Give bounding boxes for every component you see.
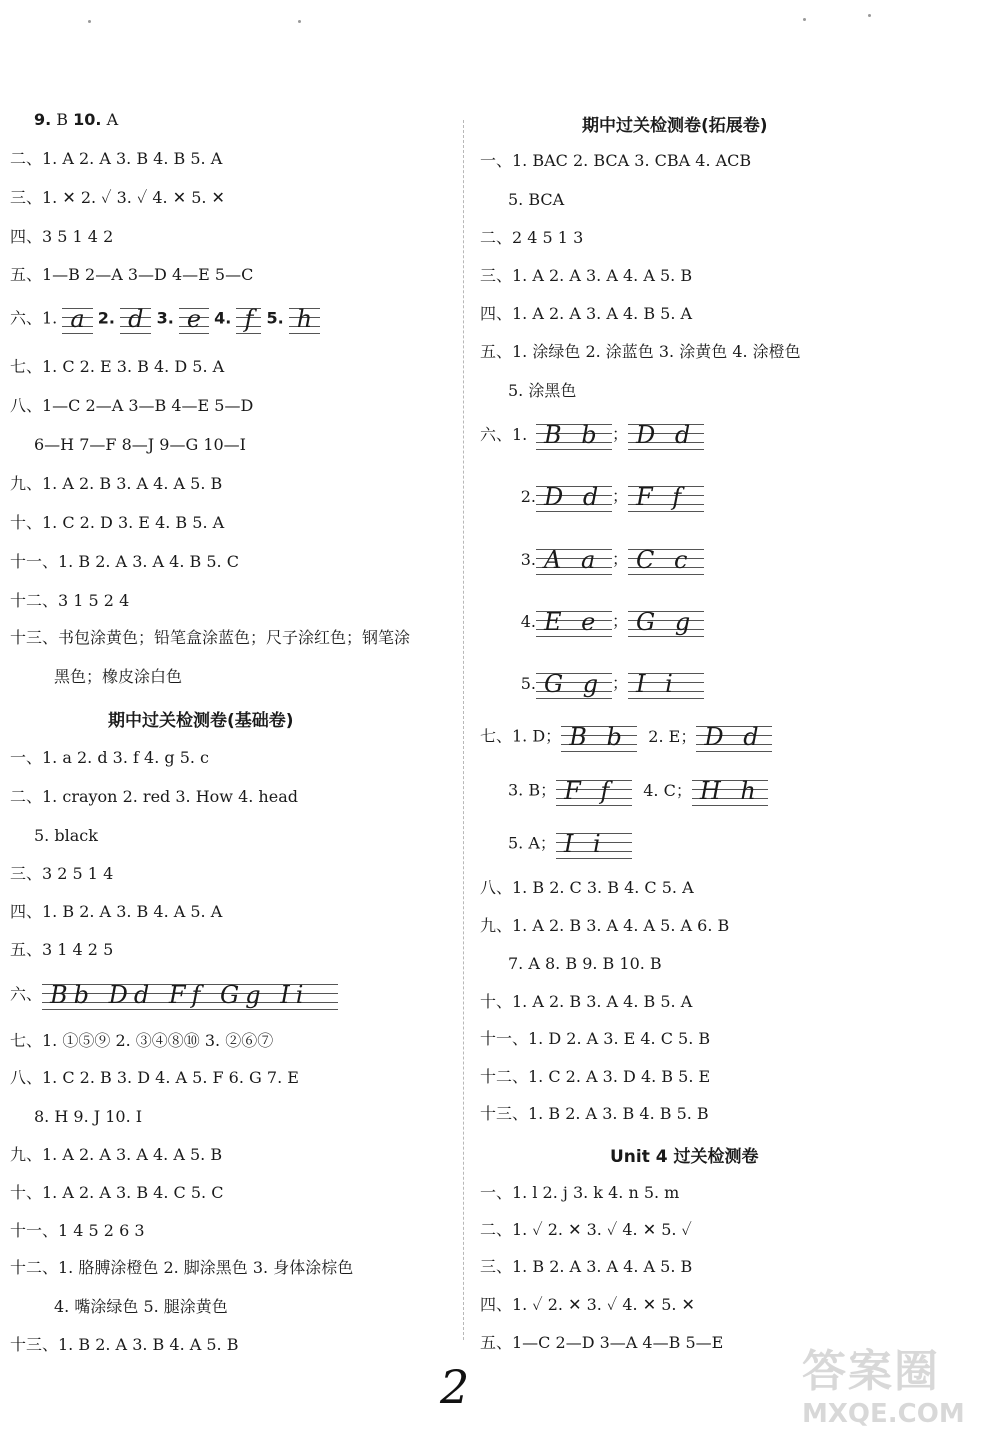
section-heading: 期中过关检测卷(基础卷) <box>108 711 294 731</box>
item-number: 2. <box>97 308 115 328</box>
section-heading: 期中过关检测卷(拓展卷) <box>582 116 768 136</box>
answer-line: 四、1. ✓ 2. ✕ 3. ✓ 4. ✕ 5. ✕ <box>480 1295 695 1314</box>
answer-line: 四、1. B 2. A 3. B 4. A 5. A <box>10 902 223 921</box>
separator: ； <box>612 611 629 631</box>
six-row <box>480 420 704 450</box>
answer-line: 十、1. C 2. D 3. E 4. B 5. A <box>10 513 225 532</box>
answer-line: 四、1. A 2. A 3. A 4. B 5. A <box>480 304 693 323</box>
answer-line: 九、1. A 2. A 3. A 4. A 5. B <box>10 1145 223 1164</box>
item-prefix: 3. <box>520 549 536 569</box>
answer-line: 十二、3 1 5 2 4 <box>10 591 130 610</box>
item-prefix: 2. <box>520 486 536 506</box>
answer-line: 5. 涂黑色 <box>508 381 577 400</box>
watermark-url: MXQE.COM <box>802 1399 965 1429</box>
item-prefix: 2. E； <box>648 726 697 746</box>
handwriting-box: f <box>236 304 261 334</box>
answer-line: 三、1. A 2. A 3. A 4. A 5. B <box>480 266 693 285</box>
handwriting-box: F f <box>556 776 632 806</box>
answer-line: 五、1. 涂绿色 2. 涂蓝色 3. 涂黄色 4. 涂橙色 <box>480 342 801 361</box>
answer-line: 十一、1. D 2. A 3. E 4. C 5. B <box>480 1029 711 1048</box>
answer-line: 二、1. crayon 2. red 3. How 4. head <box>10 787 298 806</box>
answer-line: 五、1—C 2—D 3—A 4—B 5—E <box>480 1333 724 1352</box>
watermark-title: 答案圈 <box>802 1346 940 1397</box>
handwriting-box: G g <box>536 669 612 699</box>
item-prefix: 六、1. <box>480 424 528 444</box>
answer-line: 二、2 4 5 1 3 <box>480 228 584 247</box>
item-number: 5. <box>266 308 284 328</box>
handwriting-box: B b <box>536 420 612 450</box>
answer-line: 5. BCA <box>508 190 565 209</box>
item-prefix: 5. A； <box>508 833 556 853</box>
handwriting-box: G g <box>628 607 704 637</box>
page-number: 2 <box>440 1360 470 1414</box>
answer-line: 七、1. ①⑤⑨ 2. ③④⑧⑩ 3. ②⑥⑦ <box>10 1031 274 1050</box>
seven-row <box>508 776 768 806</box>
answer-line: 黑色；橡皮涂白色 <box>54 667 183 686</box>
handwriting-box: Bb Dd Ff Gg Ii <box>42 980 338 1010</box>
answer-line: 十二、1. 胳膊涂橙色 2. 脚涂黑色 3. 身体涂棕色 <box>10 1258 354 1277</box>
answer-line: 二、1. ✓ 2. ✕ 3. ✓ 4. ✕ 5. ✓ <box>480 1220 692 1239</box>
answer-line: 五、1—B 2—A 3—D 4—E 5—C <box>10 265 254 284</box>
separator: ； <box>612 673 629 693</box>
handwriting-box: F f <box>628 482 704 512</box>
item-prefix: 六、1. <box>10 308 58 328</box>
separator: ； <box>612 424 629 444</box>
scan-speck <box>88 20 91 23</box>
item-prefix: 5. <box>520 673 536 693</box>
handwriting-box: I i <box>628 669 704 699</box>
handwriting-box: H h <box>692 776 768 806</box>
answer-line: 十三、书包涂黄色；铅笔盒涂蓝色；尺子涂红色；钢笔涂 <box>10 628 411 647</box>
answer-line: 五、3 1 4 2 5 <box>10 940 114 959</box>
scan-speck <box>298 20 301 23</box>
answer-line: 七、1. C 2. E 3. B 4. D 5. A <box>10 357 225 376</box>
answer-text: A <box>101 110 119 129</box>
six-row <box>480 669 704 699</box>
answer-line: 十二、1. C 2. A 3. D 4. B 5. E <box>480 1067 711 1086</box>
answer-line: 十、1. A 2. B 3. A 4. B 5. A <box>480 992 693 1011</box>
answer-line: 八、1. C 2. B 3. D 4. A 5. F 6. G 7. E <box>10 1068 299 1087</box>
item-number: 10. <box>73 110 102 129</box>
answer-line: 九、1. A 2. B 3. A 4. A 5. A 6. B <box>480 916 730 935</box>
answer-text: B <box>51 110 74 129</box>
answer-line: 8. H 9. J 10. I <box>34 1107 143 1126</box>
handwriting-box: A a <box>536 545 612 575</box>
handwriting-box: D d <box>628 420 704 450</box>
answer-line: 一、1. l 2. j 3. k 4. n 5. m <box>480 1183 680 1202</box>
answer-line-handwriting <box>10 980 338 1010</box>
answer-line: 十、1. A 2. A 3. B 4. C 5. C <box>10 1183 224 1202</box>
answer-line: 十三、1. B 2. A 3. B 4. A 5. B <box>10 1335 239 1354</box>
separator: ； <box>612 486 629 506</box>
handwriting-box: D d <box>536 482 612 512</box>
scan-speck <box>868 14 871 17</box>
handwriting-box: D d <box>696 722 772 752</box>
answer-line: 三、1. ✕ 2. ✓ 3. ✓ 4. ✕ 5. ✕ <box>10 188 225 207</box>
answer-line: 八、1. B 2. C 3. B 4. C 5. A <box>480 878 694 897</box>
section-heading: Unit 4 过关检测卷 <box>610 1147 759 1167</box>
answer-line: 一、1. a 2. d 3. f 4. g 5. c <box>10 748 210 767</box>
handwriting-box: h <box>289 304 320 334</box>
item-number: 3. <box>156 308 174 328</box>
answer-line: 一、1. BAC 2. BCA 3. CBA 4. ACB <box>480 151 752 170</box>
column-divider <box>463 120 464 1340</box>
item-prefix: 4. <box>520 611 536 631</box>
six-row <box>480 482 704 512</box>
seven-row <box>508 829 632 859</box>
separator: ； <box>612 549 629 569</box>
item-prefix: 4. C； <box>643 780 692 800</box>
handwriting-box: C c <box>628 545 704 575</box>
item-number: 4. <box>214 308 232 328</box>
handwriting-box: B b <box>561 722 637 752</box>
answer-line: 三、3 2 5 1 4 <box>10 864 114 883</box>
item-prefix: 七、1. D； <box>480 726 562 746</box>
answer-line: 九、1. A 2. B 3. A 4. A 5. B <box>10 474 223 493</box>
answer-line: 5. black <box>34 826 98 845</box>
item-prefix: 3. B； <box>508 780 557 800</box>
answer-line: 十一、1 4 5 2 6 3 <box>10 1221 145 1240</box>
answer-line-handwriting <box>10 304 320 334</box>
answer-line: 二、1. A 2. A 3. B 4. B 5. A <box>10 149 223 168</box>
six-row <box>480 545 704 575</box>
six-row <box>480 607 704 637</box>
seven-row <box>480 722 772 752</box>
answer-line <box>34 110 118 130</box>
answer-line: 4. 嘴涂绿色 5. 腿涂黄色 <box>54 1297 228 1316</box>
item-number: 9. <box>34 110 52 129</box>
answer-line: 十三、1. B 2. A 3. B 4. B 5. B <box>480 1104 709 1123</box>
watermark <box>802 1335 992 1429</box>
handwriting-box: E e <box>536 607 612 637</box>
handwriting-box: I i <box>556 829 632 859</box>
answer-line: 八、1—C 2—A 3—B 4—E 5—D <box>10 396 254 415</box>
answer-line: 6—H 7—F 8—J 9—G 10—I <box>34 435 246 454</box>
answer-line: 四、3 5 1 4 2 <box>10 227 114 246</box>
answer-line: 三、1. B 2. A 3. A 4. A 5. B <box>480 1257 693 1276</box>
answer-line: 7. A 8. B 9. B 10. B <box>508 954 662 973</box>
handwriting-box: d <box>120 304 151 334</box>
answer-line: 十一、1. B 2. A 3. A 4. B 5. C <box>10 552 239 571</box>
item-prefix: 六、 <box>10 984 43 1004</box>
scan-speck <box>803 18 806 21</box>
handwriting-box: a <box>62 304 92 334</box>
handwriting-box: e <box>179 304 209 334</box>
